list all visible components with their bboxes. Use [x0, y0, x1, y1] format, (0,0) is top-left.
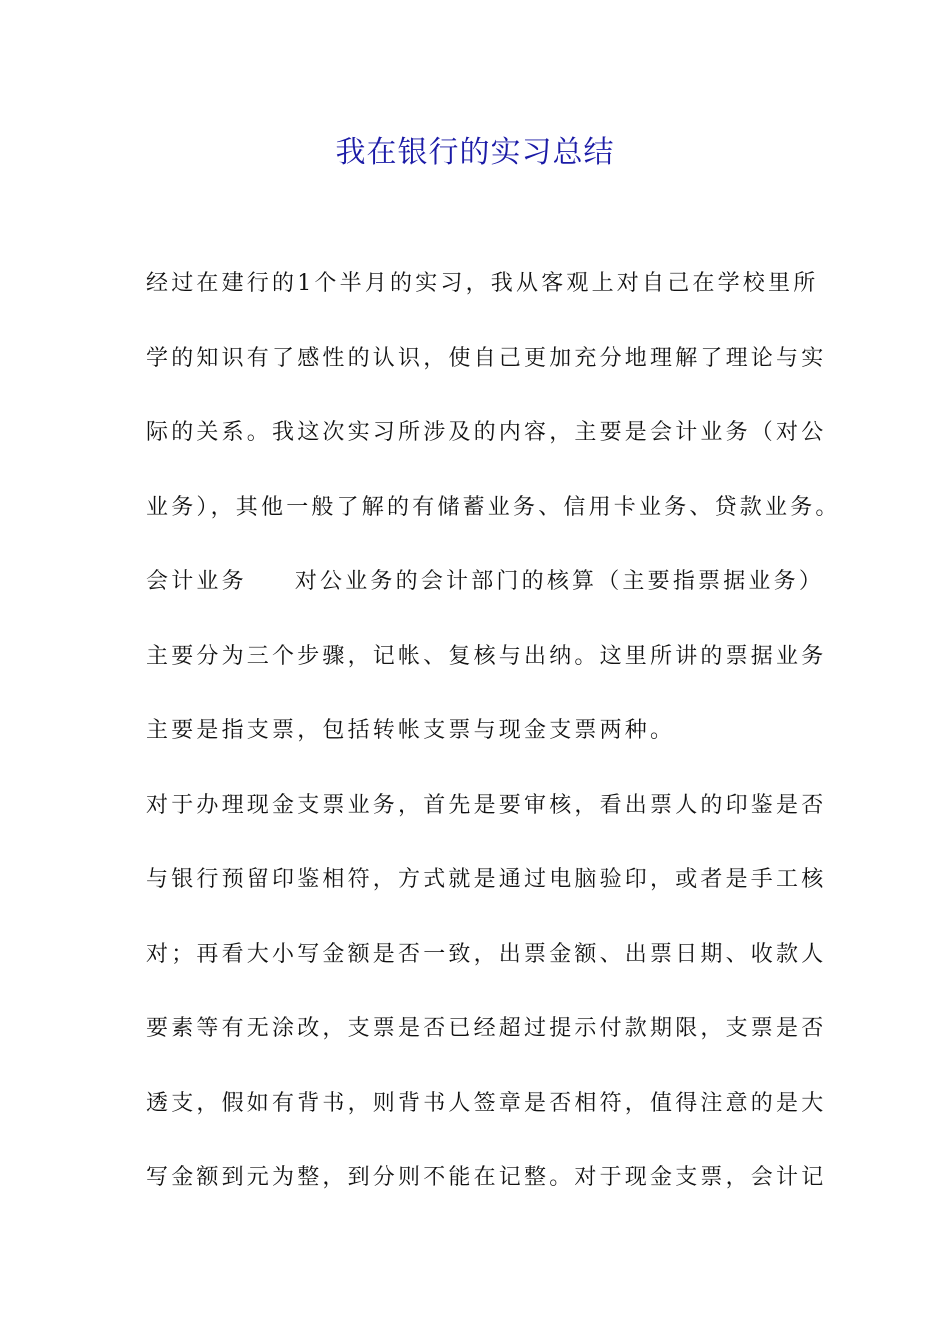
document-title: 我在银行的实习总结: [335, 135, 615, 170]
paragraph-line: 要素等有无涂改，支票是否已经超过提示付款期限，支票是否: [146, 1016, 827, 1041]
paragraph-line: 业务），其他一般了解的有储蓄业务、信用卡业务、贷款业务。: [146, 494, 841, 520]
paragraph-line: 经过在建行的1个半月的实习，我从客观上对自己在学校里所: [146, 271, 819, 296]
paragraph-line: 对；再看大小写金额是否一致，出票金额、出票日期、收款人: [146, 941, 827, 967]
paragraph-line: 主要是指支票，包括转帐支票与现金支票两种。: [146, 718, 676, 743]
paragraph-line: 学的知识有了感性的认识，使自己更加充分地理解了理论与实: [146, 345, 827, 371]
section-heading-line: [146, 557, 825, 632]
paragraph-line: 写金额到元为整，到分则不能在记整。对于现金支票，会计记: [146, 1165, 827, 1190]
paragraph-line: 际的关系。我这次实习所涉及的内容，主要是会计业务（对公: [146, 420, 827, 445]
paragraph-line: 与银行预留印鉴相符，方式就是通过电脑验印，或者是手工核: [146, 867, 827, 892]
section-subheading: 对公业务的会计部门的核算（主要指票据业务）: [294, 569, 825, 594]
paragraph-line: 透支，假如有背书，则背书人签章是否相符，值得注意的是大: [146, 1090, 827, 1116]
document-body: [146, 259, 841, 1228]
section-heading: 会计业务: [146, 569, 247, 594]
paragraph-line: 主要分为三个步骤，记帐、复核与出纳。这里所讲的票据业务: [146, 643, 827, 669]
paragraph-line: 对于办理现金支票业务，首先是要审核，看出票人的印鉴是否: [146, 792, 827, 818]
